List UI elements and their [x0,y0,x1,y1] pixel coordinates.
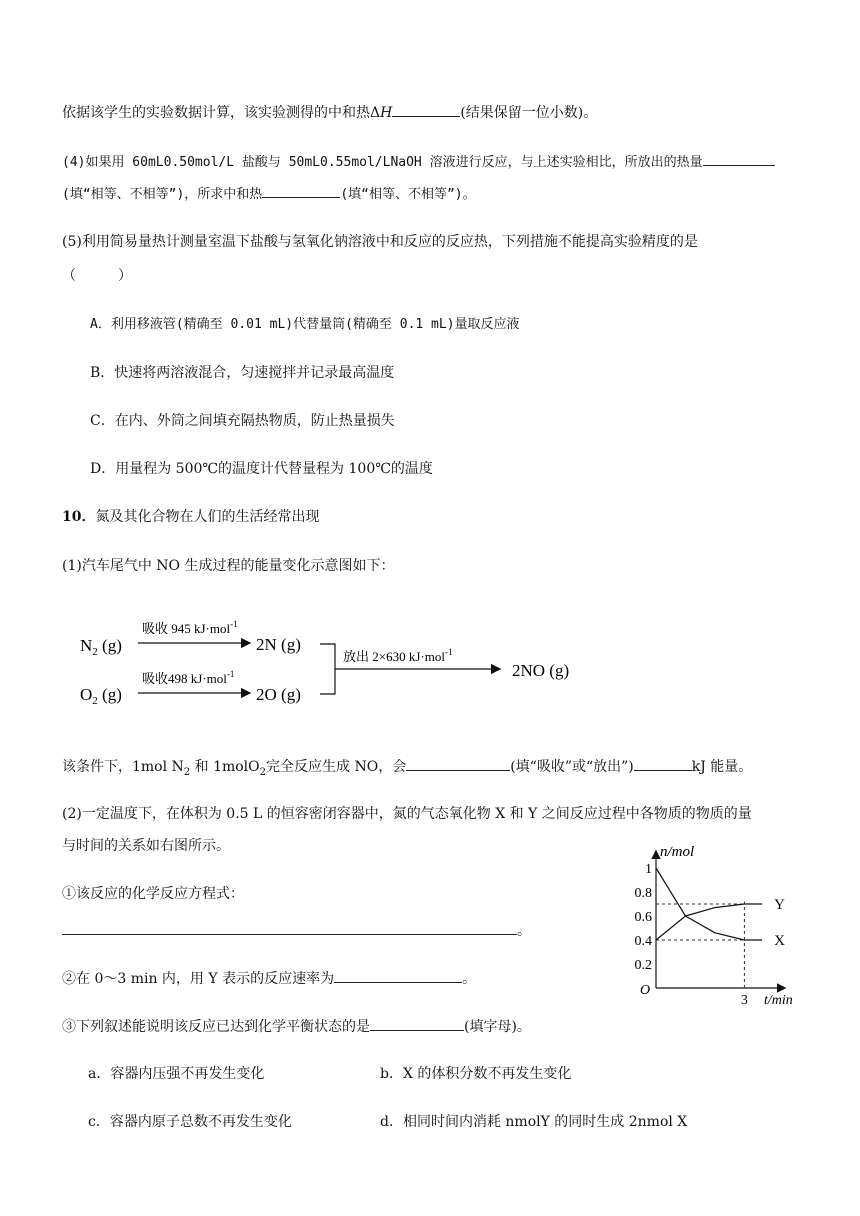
y-tick-label: 0.4 [634,934,652,949]
x-tick-label: 3 [740,993,748,1008]
y-tick-label: 0.8 [634,886,652,901]
period: 。 [462,971,477,987]
answer-blank[interactable] [334,968,462,983]
option-b: B．快速将两溶液混合，匀速搅拌并记录最高温度 [90,365,395,381]
answer-text: (填“吸收”或“放出”) [510,759,634,775]
part4-text: (填“相等、不相等”)，所求中和热 [62,187,263,202]
answer-blank[interactable] [62,920,517,935]
option-a: A．利用移液管(精确至 0.01 mL)代替量筒(精确至 0.1 mL)量取反应液 [90,317,520,332]
amount-time-chart [620,838,800,1008]
subscript: 2 [259,766,267,778]
answer-blank[interactable] [392,102,460,117]
answer-text: 和 1molO [190,759,260,775]
y-axis-label: n/mol [660,844,695,860]
question-title: 氮及其化合物在人们的生活经常出现 [95,509,320,525]
part4-text: (填“相等、不相等”)。 [340,187,476,202]
sub-question-2 [62,968,476,989]
choice-c: c．容器内原子总数不再发生变化 [88,1114,292,1130]
release-label: 放出 2×630 kJ·mol$^{-1}$ [343,647,453,664]
answer-blank[interactable] [406,756,510,771]
series-y-line [656,904,762,940]
answer-text: kJ 能量。 [691,759,753,775]
part4-text: (4)如果用 60mL0.50mol/L 盐酸与 50mL0.55mol/LNaOH 溶液进行反应，与上述实验相比，所放出的热量 [62,155,703,170]
y-tick-label: 0.2 [634,958,652,973]
q10-heading [62,507,319,527]
q10-part2-line1: (2)一定温度下，在体积为 0.5 L 的恒容密闭容器中，氮的气态氧化物 X 和 Y 之间反应过程中各物质的物质的量 [62,806,752,822]
sub2-text: ②在 0～3 min 内，用 Y 表示的反应速率为 [62,971,335,987]
calc-text: 依据该学生的实验数据计算，该实验测得的中和热Δ [62,105,381,121]
series-label-y: Y [774,897,785,913]
answer-text: 该条件下，1mol N [62,759,184,775]
h-symbol: H [380,105,393,121]
o2-label: $O_2$ (g) [80,685,122,707]
energy-diagram [70,608,610,708]
sub-question-3 [62,1016,531,1037]
answer-blank[interactable] [262,183,340,198]
sub3-note: (填字母)。 [464,1019,531,1035]
y-tick-label: 1 [645,862,652,877]
question-number: 10． [62,509,96,525]
series-label-x: X [774,933,785,949]
answer-blank[interactable] [634,756,692,771]
q10-part2-line2: 与时间的关系如右图所示。 [62,838,230,854]
answer-blank[interactable] [370,1016,464,1031]
calc-note: (结果保留一位小数)。 [460,105,598,121]
q9-part5-line1: (5)利用简易量热计测量室温下盐酸与氢氧化钠溶液中和反应的反应热，下列措施不能提高实验精度的是 [62,234,698,250]
choice-b: b．X 的体积分数不再发生变化 [380,1066,572,1082]
absorb-o2-label: 吸收498 kJ·mol$^{-1}$ [142,669,235,686]
option-d: D．用量程为 500℃的温度计代替量程为 100℃的温度 [90,461,433,477]
q9-part4-line2 [62,183,476,205]
absorb-n2-label: 吸收 945 kJ·mol$^{-1}$ [142,619,238,636]
answer-blank[interactable] [703,151,775,166]
sub-question-1: ①该反应的化学反应方程式： [62,886,244,902]
answer-text: 完全反应生成 NO，会 [266,759,407,775]
subscript: 2 [183,766,191,778]
n2-label: $N_2$ (g) [80,636,122,658]
q10-part1-answer [62,756,752,783]
product-label: 2NO (g) [512,661,570,680]
period: 。 [517,923,531,939]
y-tick-label: 0.6 [634,910,652,925]
choice-d: d．相同时间内消耗 nmolY 的同时生成 2nmol X [380,1114,688,1130]
2n-label: 2N (g) [256,635,301,654]
q9-part4-line1 [62,151,775,173]
x-axis-label: t/min [764,993,793,1008]
origin-label: O [640,983,651,998]
bracket [320,644,335,694]
q9-part5-bracket: （ ） [62,268,132,284]
choice-a: a．容器内压强不再发生变化 [88,1066,265,1082]
q10-part1: (1)汽车尾气中 NO 生成过程的能量变化示意图如下： [62,558,395,574]
sub3-text: ③下列叙述能说明该反应已达到化学平衡状态的是 [62,1019,370,1035]
option-c: C．在内、外筒之间填充隔热物质，防止热量损失 [90,413,395,429]
2o-label: 2O (g) [256,685,301,704]
q9-calc-line [62,102,597,123]
sub-question-1-answer [62,920,531,941]
